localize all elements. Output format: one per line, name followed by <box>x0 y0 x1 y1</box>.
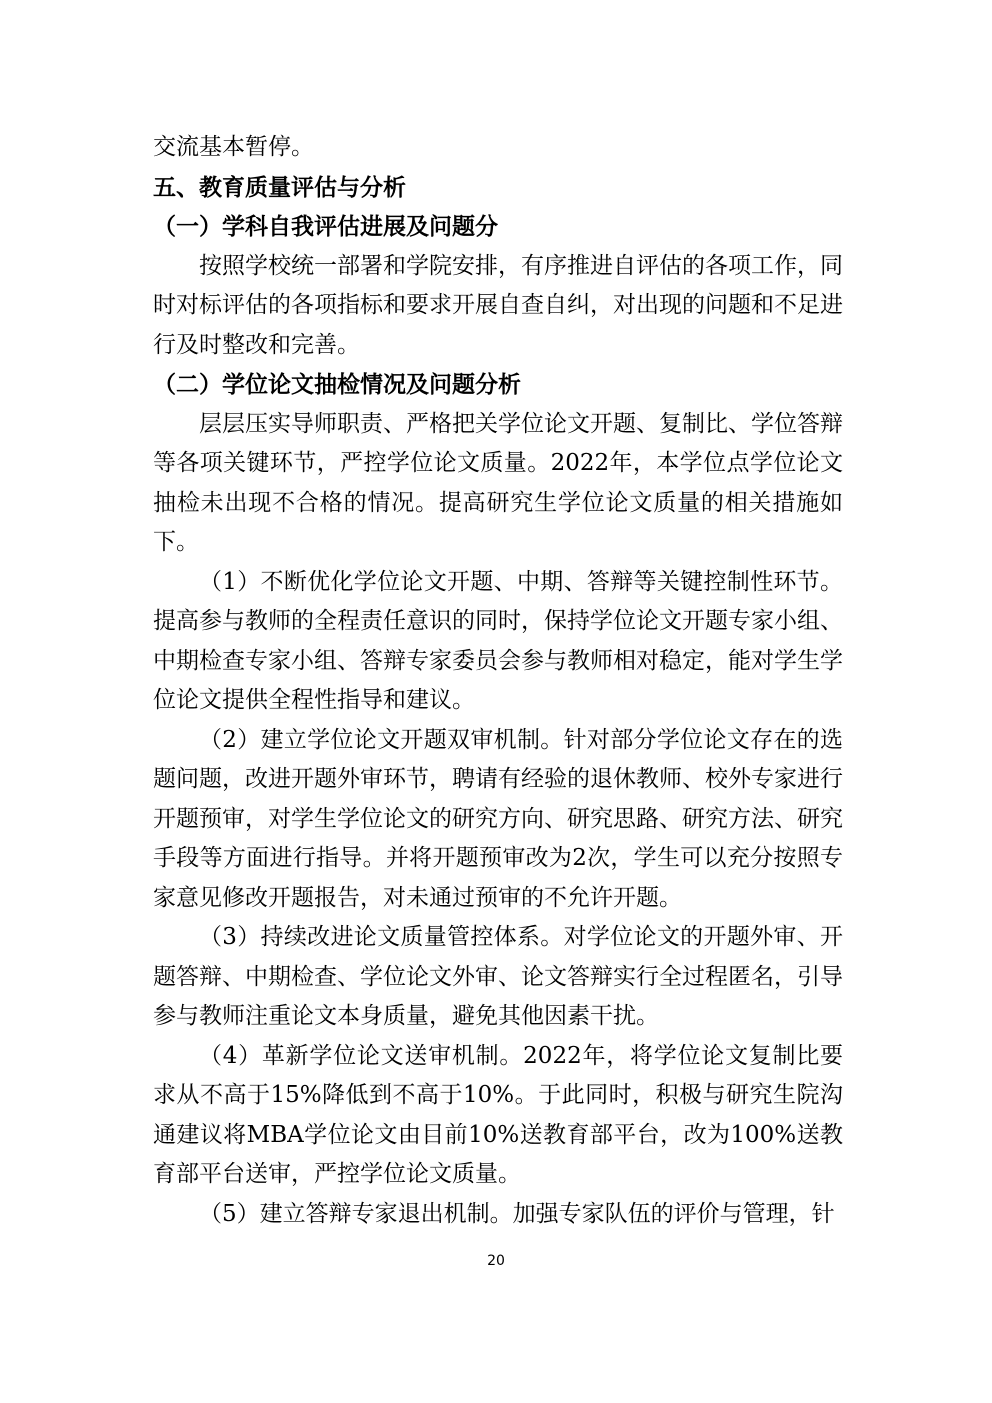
subsection-heading-2: （二）学位论文抽检情况及问题分析 <box>153 371 521 398</box>
page-number: 20 <box>487 1253 505 1269</box>
paragraph-item-1: （1）不断优化学位论文开题、中期、答辩等关键控制性环节。提高参与教师的全程责任意识的同时，保持学位论文开题专家小组、中期检查专家小组、答辩专家委员会参与教师相对稳定，能对学生学位论文提供全程性指导和建议。 <box>153 568 843 713</box>
paragraph-self-evaluation: 按照学校统一部署和学院安排，有序推进自评估的各项工作，同时对标评估的各项指标和要求开展自查自纠，对出现的问题和不足进行及时整改和完善。 <box>153 252 843 358</box>
section-heading: 五、教育质量评估与分析 <box>153 173 406 201</box>
paragraph-item-3: （3）持续改进论文质量管控体系。对学位论文的开题外审、开题答辩、中期检查、学位论文外审、论文答辩实行全过程匿名，引导参与教师注重论文本身质量，避免其他因素干扰。 <box>153 924 843 1029</box>
paragraph-item-4: （4）革新学位论文送审机制。2022年，将学位论文复制比要求从不高于15%降低到不高于10%。于此同时，积极与研究生院沟通建议将MBA学位论文由目前10%送教育部平台，改为100%送教育部平台送审，严控学位论文质量。 <box>153 1042 843 1187</box>
page-body <box>153 128 843 1234</box>
paragraph-item-5: （5）建立答辩专家退出机制。加强专家队伍的评价与管理，针 <box>199 1200 835 1227</box>
paragraph-thesis-inspection: 层层压实导师职责、严格把关学位论文开题、复制比、学位答辩等各项关键环节，严控学位论文质量。2022年，本学位点学位论文抽检未出现不合格的情况。提高研究生学位论文质量的相关措施如下。 <box>153 410 843 555</box>
paragraph-item-2: （2）建立学位论文开题双审机制。针对部分学位论文存在的选题问题，改进开题外审环节，聘请有经验的退休教师、校外专家进行开题预审，对学生学位论文的研究方向、研究思路、研究方法、研究手段等方面进行指导。并将开题预审改为2次，学生可以充分按照专家意见修改开题报告，对未通过预审的不允许开题。 <box>153 726 843 911</box>
subsection-heading-1: （一）学科自我评估进展及问题分 <box>153 213 498 240</box>
continued-paragraph: 交流基本暂停。 <box>153 134 314 160</box>
